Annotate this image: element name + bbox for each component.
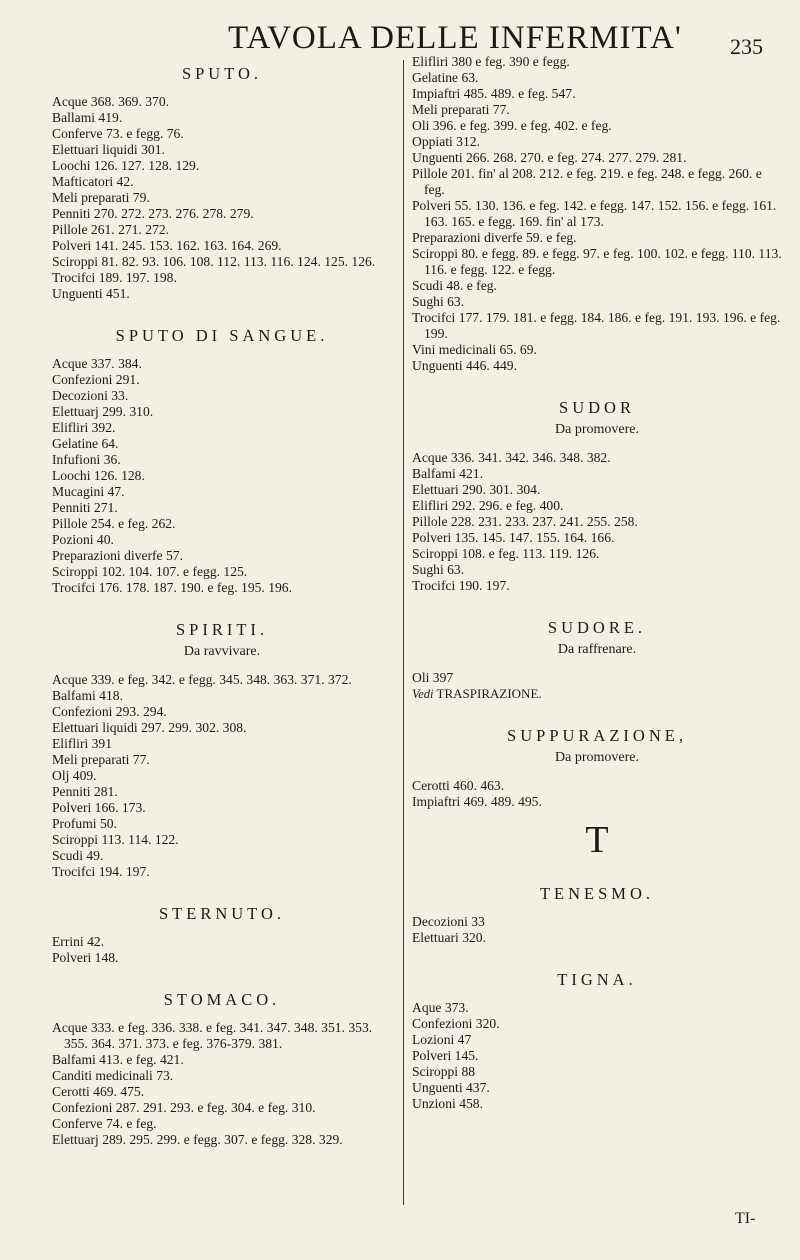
index-entry: Pillole 254. e feg. 262.: [52, 516, 176, 531]
index-entry: Decozioni 33: [412, 914, 485, 929]
index-entry: Polveri 145.: [412, 1048, 479, 1063]
index-entry: Polveri 55. 130. 136. e feg. 142. e fegg. 147. 152. 156. e fegg. 161. 163. 165. e fegg. 169. fin' al 173.: [412, 198, 777, 229]
index-entry: Decozioni 33.: [52, 388, 129, 403]
entry-list: [52, 356, 392, 596]
section-heading: SUPPURAZIONE,: [507, 726, 687, 745]
column-divider: [403, 60, 404, 1205]
section-stomaco: [52, 990, 392, 1148]
section-sputo-di-sangue: [52, 326, 392, 596]
index-entry: Elettuari 320.: [412, 930, 486, 945]
entry-list: [412, 54, 782, 374]
index-entry: Acque 368. 369. 370.: [52, 94, 170, 109]
index-entry: Elifliri 392.: [52, 420, 116, 435]
section-sudore: [412, 618, 782, 702]
section-heading: STERNUTO.: [159, 904, 285, 923]
cross-reference: [412, 686, 782, 702]
index-entry: Sughi 63.: [412, 294, 465, 309]
section-subheading: Da raffrenare.: [557, 642, 637, 657]
index-entry: Trocifci 176. 178. 187. 190. e feg. 195. 196.: [52, 580, 293, 595]
index-entry: Cerotti 460. 463.: [412, 778, 505, 793]
section-sternuto: [52, 904, 392, 966]
index-entry: Gelatine 63.: [412, 70, 479, 85]
index-entry: Sciroppi 108. e feg. 113. 119. 126.: [412, 546, 600, 561]
section-suppurazione: [412, 726, 782, 810]
cross-reference-target: TRASPIRAZIONE.: [436, 686, 542, 701]
running-title: TAVOLA DELLE INFERMITA': [228, 20, 682, 56]
index-entry: Profumi 50.: [52, 816, 117, 831]
index-entry: Errini 42.: [52, 934, 105, 949]
page-number: 235: [730, 34, 763, 59]
index-entry: Penniti 271.: [52, 500, 118, 515]
section-sudor: [412, 398, 782, 594]
index-entry: Impiaftri 469. 489. 495.: [412, 794, 542, 809]
section-tenesmo: [412, 884, 782, 946]
section-heading: STOMACO.: [163, 990, 281, 1009]
section-stomaco-continued: [412, 54, 782, 374]
index-entry: Elifliri 380 e feg. 390 e fegg.: [412, 54, 570, 69]
entry-list: [52, 94, 392, 302]
index-entry: Penniti 270. 272. 273. 276. 278. 279.: [52, 206, 254, 221]
index-entry: Conferve 73. e fegg. 76.: [52, 126, 184, 141]
index-entry: Loochi 126. 128.: [52, 468, 145, 483]
index-entry: Infufioni 36.: [52, 452, 121, 467]
index-entry: Polveri 166. 173.: [52, 800, 146, 815]
index-entry: Sciroppi 102. 104. 107. e fegg. 125.: [52, 564, 248, 579]
section-subheading: Da promovere.: [555, 422, 639, 437]
index-entry: Meli preparati 77.: [412, 102, 510, 117]
index-entry: Preparazioni diverfe 59. e feg.: [412, 230, 577, 245]
catchword: TI-: [735, 1210, 756, 1227]
index-entry: Canditi medicinali 73.: [52, 1068, 174, 1083]
index-entry: Ballami 419.: [52, 110, 123, 125]
entry-list: [52, 1020, 392, 1148]
index-entry: Gelatine 64.: [52, 436, 119, 451]
entry-list: [52, 672, 392, 880]
index-entry: Trocifci 177. 179. 181. e fegg. 184. 186. e feg. 191. 193. 196. e feg. 199.: [412, 310, 781, 341]
index-entry: Mafticatori 42.: [52, 174, 134, 189]
index-entry: Balfami 421.: [412, 466, 483, 481]
entry-list: [52, 934, 392, 966]
index-entry: Preparazioni diverfe 57.: [52, 548, 183, 563]
index-entry: Oppiati 312.: [412, 134, 480, 149]
index-entry: Olj 409.: [52, 768, 97, 783]
index-entry: Elettuarj 289. 295. 299. e fegg. 307. e fegg. 328. 329.: [52, 1132, 343, 1147]
index-entry: Pillole 201. fin' al 208. 212. e feg. 219. e feg. 248. e fegg. 260. e feg.: [412, 166, 762, 197]
index-entry: Penniti 281.: [52, 784, 118, 799]
index-entry: Confezioni 293. 294.: [52, 704, 167, 719]
section-heading: TIGNA.: [557, 970, 637, 989]
index-entry: Polveri 141. 245. 153. 162. 163. 164. 269.: [52, 238, 282, 253]
left-column: [52, 54, 392, 1148]
index-entry: Aque 373.: [412, 1000, 469, 1015]
vedi-label: Vedi: [412, 687, 434, 701]
index-entry: Acque 339. e feg. 342. e fegg. 345. 348. 363. 371. 372.: [52, 672, 352, 687]
index-entry: Elettuari 290. 301. 304.: [412, 482, 541, 497]
index-entry: Meli preparati 79.: [52, 190, 150, 205]
index-entry: Mucagini 47.: [52, 484, 125, 499]
index-entry: Acque 337. 384.: [52, 356, 142, 371]
index-entry: Trocifci 190. 197.: [412, 578, 510, 593]
index-entry: Pozioni 40.: [52, 532, 114, 547]
letter-divider: T: [585, 819, 609, 861]
right-column: [412, 54, 782, 1112]
index-entry: Lozioni 47: [412, 1032, 472, 1047]
index-entry: Acque 336. 341. 342. 346. 348. 382.: [412, 450, 611, 465]
index-entry: Confezioni 320.: [412, 1016, 500, 1031]
index-entry: Sciroppi 81. 82. 93. 106. 108. 112. 113. 116. 124. 125. 126.: [52, 254, 376, 269]
section-spiriti: [52, 620, 392, 880]
index-entry: Elifliri 391: [52, 736, 113, 751]
index-entry: Meli preparati 77.: [52, 752, 150, 767]
index-entry: Unguenti 437.: [412, 1080, 490, 1095]
index-entry: Confezioni 287. 291. 293. e feg. 304. e feg. 310.: [52, 1100, 316, 1115]
index-entry: Unguenti 446. 449.: [412, 358, 517, 373]
section-subheading: Da ravvivare.: [183, 644, 261, 659]
index-entry: Sciroppi 80. e fegg. 89. e fegg. 97. e feg. 100. 102. e fegg. 110. 113. 116. e fegg. 122. e fegg.: [412, 246, 782, 277]
section-heading: TENESMO.: [539, 884, 655, 903]
section-tigna: [412, 970, 782, 1112]
index-entry: Elettuari liquidi 301.: [52, 142, 165, 157]
index-entry: Pillole 228. 231. 233. 237. 241. 255. 258.: [412, 514, 638, 529]
index-entry: Balfami 418.: [52, 688, 123, 703]
index-entry: Trocifci 194. 197.: [52, 864, 150, 879]
index-entry: Elettuari liquidi 297. 299. 302. 308.: [52, 720, 247, 735]
section-heading: SPUTO DI SANGUE.: [115, 326, 329, 345]
index-entry: Scudi 48. e feg.: [412, 278, 497, 293]
index-entry: Elettuarj 299. 310.: [52, 404, 154, 419]
section-heading: SPUTO.: [181, 64, 263, 83]
section-sputo: [52, 64, 392, 302]
index-entry: Sughi 63.: [412, 562, 465, 577]
entry-list: [412, 914, 782, 946]
entry-list: [412, 1000, 782, 1112]
index-entry: Sciroppi 113. 114. 122.: [52, 832, 179, 847]
index-entry: Unguenti 451.: [52, 286, 130, 301]
section-subheading: Da promovere.: [555, 750, 639, 765]
index-entry: Polveri 135. 145. 147. 155. 164. 166.: [412, 530, 615, 545]
index-entry: Polveri 148.: [52, 950, 119, 965]
index-entry: Elifliri 292. 296. e feg. 400.: [412, 498, 564, 513]
index-entry: Confezioni 291.: [52, 372, 140, 387]
index-entry: Vini medicinali 65. 69.: [412, 342, 537, 357]
entry-list: [412, 778, 782, 810]
entry-list: [412, 450, 782, 594]
index-entry: Balfami 413. e feg. 421.: [52, 1052, 184, 1067]
index-entry: Loochi 126. 127. 128. 129.: [52, 158, 200, 173]
index-entry: Conferve 74. e feg.: [52, 1116, 157, 1131]
index-entry: Scudi 49.: [52, 848, 104, 863]
index-entry: Oli 397: [412, 670, 454, 685]
index-entry: Acque 333. e feg. 336. 338. e feg. 341. 347. 348. 351. 353. 355. 364. 371. 373. e feg. 376-379. 381.: [52, 1020, 373, 1051]
index-entry: Oli 396. e feg. 399. e feg. 402. e feg.: [412, 118, 612, 133]
section-heading: SPIRITI.: [175, 620, 269, 639]
index-entry: Impiaftri 485. 489. e feg. 547.: [412, 86, 576, 101]
index-entry: Pillole 261. 271. 272.: [52, 222, 170, 237]
index-entry: Cerotti 469. 475.: [52, 1084, 145, 1099]
index-entry: Trocifci 189. 197. 198.: [52, 270, 177, 285]
index-entry: Unguenti 266. 268. 270. e feg. 274. 277. 279. 281.: [412, 150, 687, 165]
section-heading: SUDOR: [559, 398, 635, 417]
index-entry: Unzioni 458.: [412, 1096, 483, 1111]
index-entry: Sciroppi 88: [412, 1064, 476, 1079]
section-heading: SUDORE.: [547, 618, 647, 637]
